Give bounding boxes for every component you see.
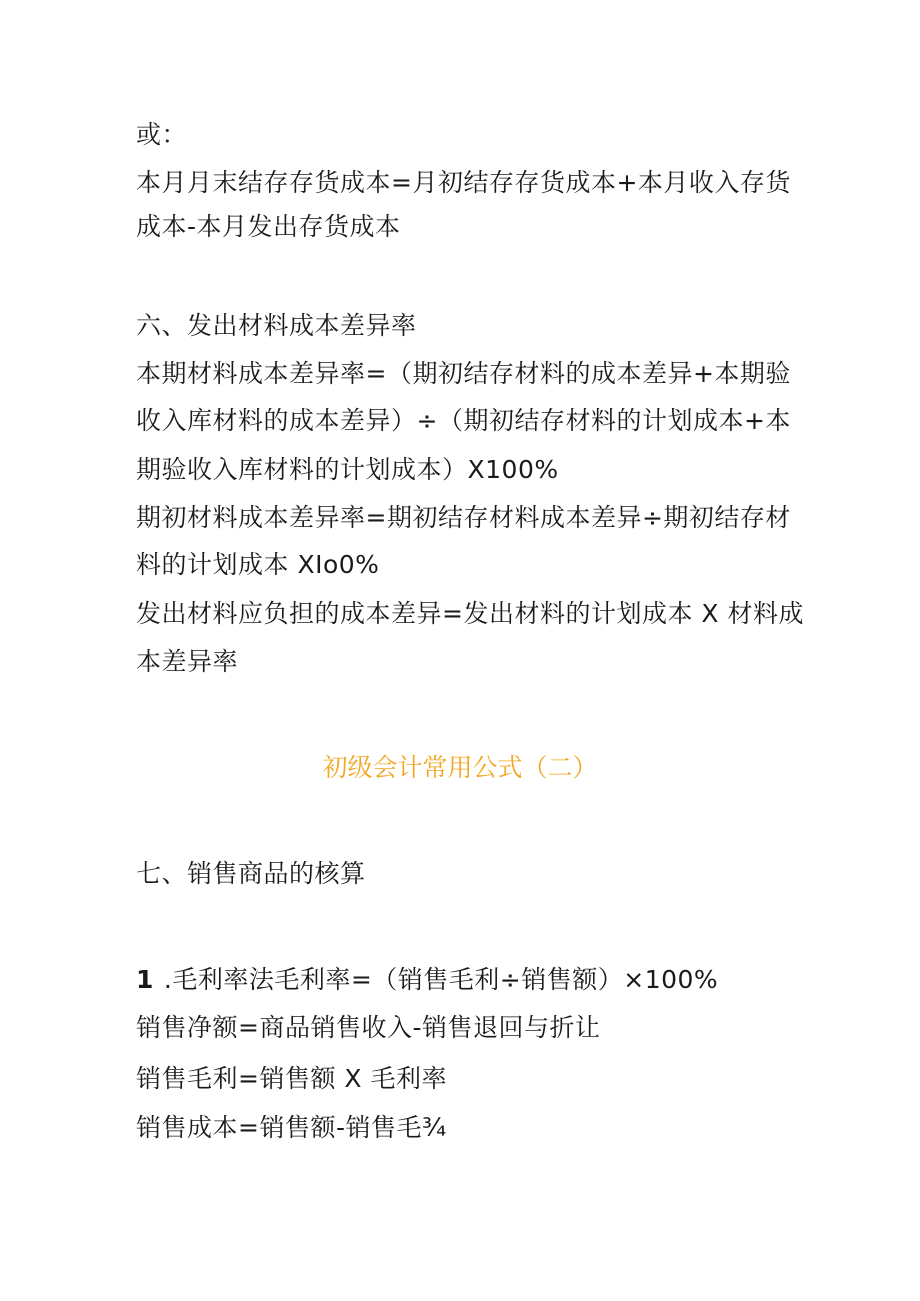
- section-7-line-3: 销售毛利=销售额 X 毛利率: [136, 1064, 447, 1093]
- section-7-line-4: 销售成本=销售额-销售毛¾: [136, 1113, 447, 1142]
- section-6-line-6: 发出材料应负担的成本差异=发出材料的计划成本 X 材料成: [136, 599, 804, 628]
- center-heading: 初级会计常用公式（二）: [322, 753, 598, 782]
- section-6-line-2: 收入库材料的成本差异）÷（期初结存材料的计划成本+本: [136, 406, 791, 435]
- text-line-or: 或：: [136, 120, 188, 149]
- formula-month-end-inventory-line-2: 成本-本月发出存货成本: [136, 212, 401, 241]
- section-7-line-1: .毛利率法毛利率=（销售毛利÷销售额）×100%: [163, 965, 719, 994]
- section-6-line-7: 本差异率: [136, 647, 239, 676]
- section-6-line-5: 料的计划成本 XIo0%: [136, 550, 380, 579]
- section-6-title: 六、发出材料成本差异率: [136, 311, 417, 340]
- section-7-line-2: 销售净额=商品销售收入-销售退回与折让: [136, 1013, 601, 1042]
- section-7-item-1: [136, 965, 718, 995]
- formula-month-end-inventory-line-1: 本月月末结存存货成本=月初结存存货成本+本月收入存货: [136, 168, 791, 197]
- item-number: 1: [136, 965, 154, 994]
- section-6-line-1: 本期材料成本差异率=（期初结存材料的成本差异+本期验: [136, 359, 791, 388]
- section-6-line-4: 期初材料成本差异率=期初结存材料成本差异÷期初结存材: [136, 503, 791, 532]
- section-6-line-3: 期验收入库材料的计划成本）X100%: [136, 455, 559, 484]
- section-7-title: 七、销售商品的核算: [136, 859, 366, 888]
